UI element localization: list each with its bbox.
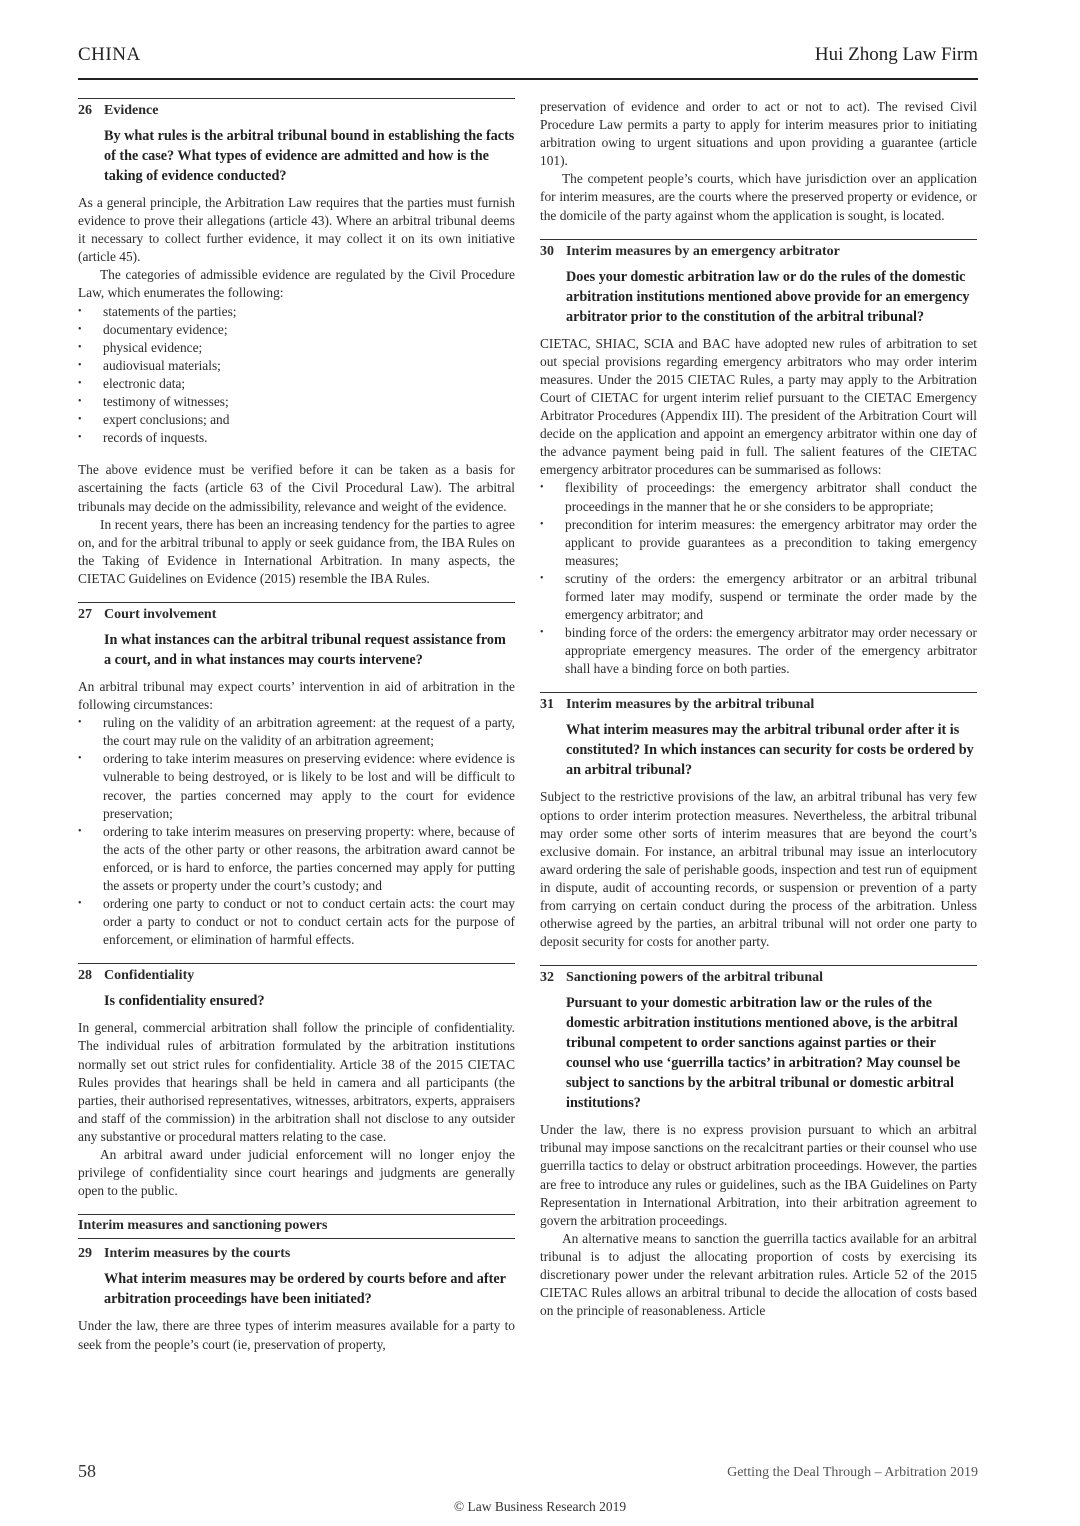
section-29-paragraph-continued: preservation of evidence and order to act or not to act). The revised Civil Procedure Law permits a party to apply for interim measures prior to initiating arbitration owing to urgent situations and upon providing a guarantee (article 101). (540, 99, 977, 169)
section-29-paragraph: Under the law, there are three types of interim measures available for a party to seek from the people’s court (ie, preservation of property, (78, 1318, 515, 1352)
section-29-question: What interim measures may be ordered by courts before and after arbitration proceedings have been initiated? (104, 1271, 506, 1308)
section-32-title (540, 965, 977, 987)
list-item: • ruling on the validity of an arbitration agreement: at the request of a party, the court may rule on the validity of an arbitration agreement; (78, 714, 515, 750)
section-title-text: Interim measures by the arbitral tribunal (566, 697, 815, 713)
list-item: • binding force of the orders: the emergency arbitrator may order necessary or appropriate emergency measures. The order of the emergency arbitrator shall have a binding force on both parties. (540, 624, 977, 678)
section-31-paragraph: Subject to the restrictive provisions of the law, an arbitral tribunal has very few options to order interim protection measures. Nevertheless, the arbitral tribunal may order some other sorts of interim measures that are beyond the court’s exclusive domain. For instance, an arbitral tribunal may issue an interlocutory award ordering the sale of perishable goods, inspection and test run of equipment in dispute, audit of accounting records, or suspension or prevention of a party from carrying on certain conduct during the process of the arbitration. Unless otherwise agreed by the parties, an arbitral tribunal will not order one party to deposit security for costs for another party. (540, 789, 977, 950)
list-item: • precondition for interim measures: the emergency arbitrator may order the applicant to provide guarantees as a precondition to taking emergency measures; (540, 516, 977, 570)
part-heading: Interim measures and sanctioning powers (78, 1214, 515, 1239)
section-26-paragraph: As a general principle, the Arbitration Law requires that the parties must furnish evidence to prove their allegations (article 43). Where an arbitral tribunal deems it necessary to collect further evidence, it may collect it on its own initiative (article 45). (78, 195, 515, 265)
section-title-text: Evidence (104, 103, 159, 118)
section-number: 27 (78, 606, 92, 622)
section-30-question: Does your domestic arbitration law or do the rules of the domestic arbitration institutions mentioned above provide for an emergency arbitrator prior to the constitution of the arbitral tribunal? (566, 268, 970, 325)
list-item: • ordering to take interim measures on preserving evidence: where evidence is vulnerable to being destroyed, or is likely to be lost and will be difficult to recover, the parties concerned may apply to the court for evidence preservation; (78, 750, 515, 822)
list-item: • documentary evidence; (78, 321, 515, 339)
court-intervention-list (78, 714, 515, 949)
header-country: CHINA (78, 44, 141, 65)
section-28-title (78, 963, 515, 985)
section-30-paragraph: CIETAC, SHIAC, SCIA and BAC have adopted new rules of arbitration to set out special provisions regarding emergency arbitrators who may order interim measures. Under the 2015 CIETAC Rules, a party may apply to the Arbitration Court of CIETAC for urgent interim relief pursuant to the CIETAC Emergency Arbitrator Procedures (Appendix III). The president of the Arbitration Court will decide on the application and appoint an emergency arbitrator within one day of the advance payment being paid in full. The salient features of the CIETAC emergency arbitrator procedures can be summarised as follows: (540, 335, 977, 478)
section-title-text: Interim measures by the courts (104, 1246, 291, 1262)
left-column (78, 98, 515, 1354)
section-26-paragraph: The categories of admissible evidence are regulated by the Civil Procedure Law, which enumerates the following: (78, 267, 515, 301)
list-item: • physical evidence; (78, 339, 515, 357)
section-27-paragraph: An arbitral tribunal may expect courts’ intervention in aid of arbitration in the following circumstances: (78, 678, 515, 713)
page-header (78, 44, 978, 80)
section-26-title (78, 98, 515, 120)
list-item: • audiovisual materials; (78, 357, 515, 375)
section-31-title (540, 692, 977, 714)
section-29-title (78, 1245, 515, 1263)
list-item: • flexibility of proceedings: the emergency arbitrator shall conduct the proceedings in the manner that he or she considers to be appropriate; (540, 479, 977, 515)
evidence-list (78, 303, 515, 448)
copyright-notice: © Law Business Research 2019 (453, 1499, 627, 1514)
section-title-text: Confidentiality (104, 968, 195, 984)
section-number: 31 (540, 697, 554, 713)
section-title-text: Interim measures by an emergency arbitrator (566, 243, 840, 259)
section-30-title (540, 239, 977, 261)
section-number: 28 (78, 968, 92, 984)
list-item: • ordering to take interim measures on preserving property: where, because of the acts of the other party or other reasons, the arbitration award cannot be enforced, or is hard to enforce, the parties concerned may apply for putting the assets or property under the court’s custody; and (78, 823, 515, 895)
list-item: • electronic data; (78, 375, 515, 393)
right-column (540, 98, 977, 1320)
section-28-paragraph: In general, commercial arbitration shall follow the principle of confidentiality. The individual rules of arbitration formulated by the arbitration institutions normally set out strict rules for confidentiality. Article 38 of the 2015 CIETAC Rules provides that hearings shall be held in camera and all participants (the parties, their authorised representatives, witnesses, arbitrators, experts, appraisers and staff of the commission) in the arbitration shall not disclose to any outsider any substantive or procedural matters relating to the case. (78, 1020, 515, 1144)
page-number: 58 (78, 1461, 96, 1481)
section-title-text: Sanctioning powers of the arbitral tribunal (566, 970, 824, 986)
list-item: • scrutiny of the orders: the emergency arbitrator or an arbitral tribunal formed later may modify, suspend or terminate the order made by the emergency arbitrator; and (540, 570, 977, 624)
section-32-paragraph: An alternative means to sanction the guerrilla tactics available for an arbitral tribunal is to adjust the allocating proportion of costs by exercising its discretionary power under the relevant arbitration rules. Article 52 of the 2015 CIETAC Rules allows an arbitral tribunal to decide the allocation of costs based on the principle of reasonableness. Article (540, 1230, 977, 1319)
section-32-paragraph: Under the law, there is no express provision pursuant to which an arbitral tribunal may impose sanctions on the recalcitrant parties or their counsel who use guerrilla tactics to delay or obstruct arbitration proceedings. However, the parties are free to introduce any rules or guidelines, such as the IBA Guidelines on Party Representation in International Arbitration, into their arbitration agreement to govern the arbitration proceedings. (540, 1122, 977, 1228)
section-26-paragraph: In recent years, there has been an increasing tendency for the parties to agree on, and for the arbitral tribunal to apply or seek guidance from, the IBA Rules on the Taking of Evidence in International Arbitration. In many aspects, the CIETAC Guidelines on Evidence (2015) resemble the IBA Rules. (78, 516, 515, 586)
section-number: 29 (78, 1246, 92, 1262)
section-26-question: By what rules is the arbitral tribunal bound in establishing the facts of the case? What types of evidence are admitted and how is the taking of evidence conducted? (104, 128, 515, 184)
list-item: • statements of the parties; (78, 303, 515, 321)
section-26-paragraph: The above evidence must be verified before it can be taken as a basis for ascertaining the facts (article 63 of the Civil Procedural Law). The arbitral tribunals may decide on the admissibility, relevance and weight of the evidence. (78, 462, 515, 514)
section-number: 32 (540, 970, 554, 986)
list-item: • expert conclusions; and (78, 411, 515, 429)
list-item: • ordering one party to conduct or not to conduct certain acts: the court may order a party to conduct or not to conduct certain acts for the purpose of enforcement, or elimination of harmful effects. (78, 895, 515, 949)
list-item: • testimony of witnesses; (78, 393, 515, 411)
section-title-text: Court involvement (104, 606, 217, 622)
section-28-paragraph: An arbitral award under judicial enforcement will no longer enjoy the privilege of confidentiality since court hearings and judgments are generally open to the public. (78, 1147, 515, 1199)
section-31-question: What interim measures may the arbitral tribunal order after it is constituted? In which instances can security for costs be ordered by an arbitral tribunal? (566, 722, 974, 779)
section-number: 26 (78, 103, 92, 118)
section-number: 30 (540, 243, 554, 259)
section-27-title (78, 602, 515, 624)
section-27-question: In what instances can the arbitral tribunal request assistance from a court, and in what instances may courts intervene? (104, 631, 506, 668)
publication-title: Getting the Deal Through – Arbitration 2019 (727, 1465, 978, 1480)
list-item: • records of inquests. (78, 429, 515, 447)
section-32-question: Pursuant to your domestic arbitration law or the rules of the domestic arbitration institutions mentioned above, is the arbitral tribunal competent to order sanctions against parties or their counsel who use ‘guerrilla tactics’ in arbitration? May counsel be subject to sanctions by the arbitral tribunal or domestic arbitral institutions? (566, 995, 961, 1112)
section-28-question: Is confidentiality ensured? (104, 993, 265, 1010)
header-firm: Hui Zhong Law Firm (814, 44, 978, 65)
emergency-arbitrator-list (540, 479, 977, 678)
section-29-paragraph: The competent people’s courts, which have jurisdiction over an application for interim measures, are the courts where the preserved property or evidence, or the domicile of the party against whom the application is sought, is located. (540, 171, 977, 223)
